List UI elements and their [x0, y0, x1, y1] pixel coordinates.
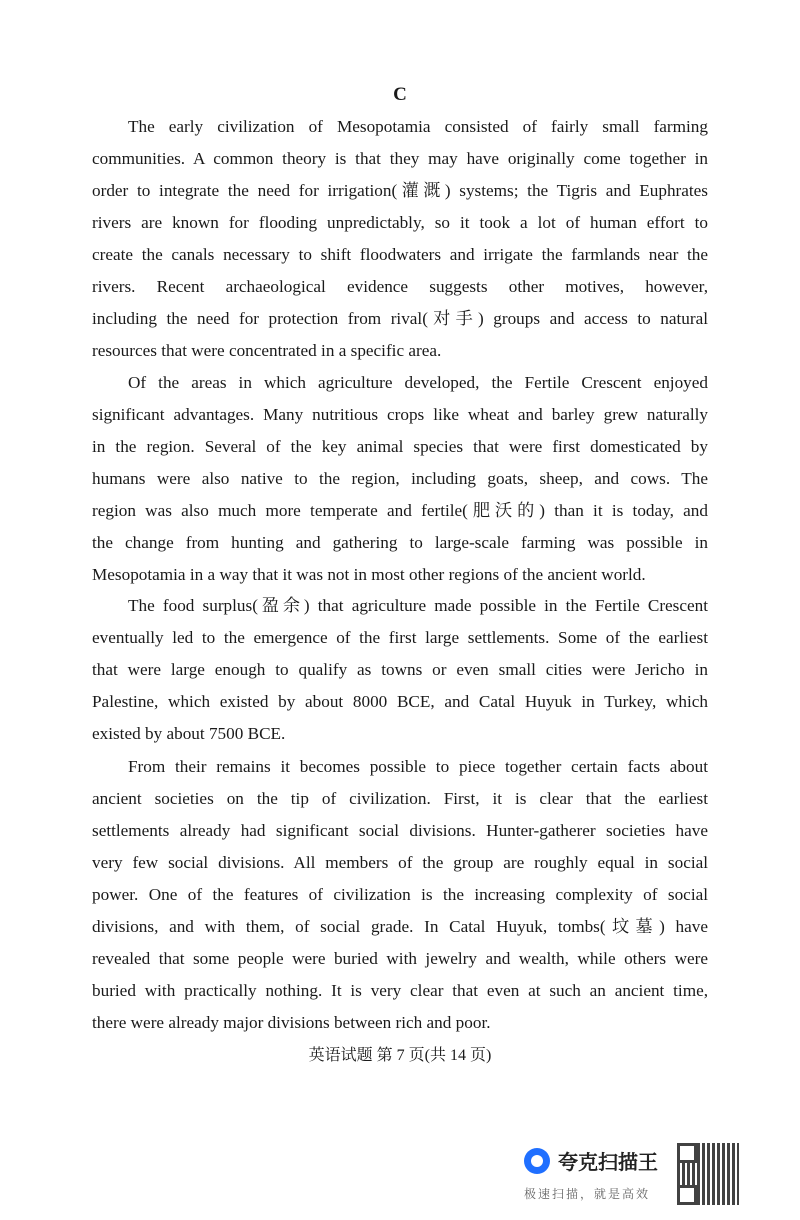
- text-line: revealed that some people were buried with jewelry and wealth, while others were: [92, 949, 708, 968]
- text-line: there were already major divisions between rich and poor.: [92, 1013, 491, 1032]
- watermark-slogan: 极速扫描，就是高效: [524, 1187, 651, 1201]
- qr-code-icon: [677, 1143, 739, 1205]
- text-line: very few social divisions. All members of the group are roughly equal in social: [92, 853, 708, 872]
- text-line: The food surplus(盈余) that agriculture made possible in the Fertile Crescent: [128, 596, 708, 615]
- text-line: power. One of the features of civilization is the increasing complexity of social: [92, 885, 708, 904]
- text-line: ancient societies on the tip of civilization. First, it is clear that the earliest: [92, 789, 708, 808]
- paragraph: [92, 751, 708, 1039]
- text-line: rivers. Recent archaeological evidence suggests other motives, however,: [92, 277, 708, 296]
- paragraph: [92, 590, 708, 750]
- text-line: that were large enough to qualify as towns or even small cities were Jericho in: [92, 660, 708, 679]
- text-line: Palestine, which existed by about 8000 BCE, and Catal Huyuk in Turkey, which: [92, 692, 708, 711]
- text-line: Of the areas in which agriculture developed, the Fertile Crescent enjoyed: [128, 373, 708, 392]
- text-line: in the region. Several of the key animal species that were first domesticated by: [92, 437, 708, 456]
- page-footer: 英语试题 第 7 页(共 14 页): [308, 1047, 492, 1064]
- text-line: communities. A common theory is that they may have originally come together in: [92, 149, 708, 168]
- text-line: existed by about 7500 BCE.: [92, 724, 286, 743]
- section-title: C: [393, 84, 407, 105]
- watermark-name: 夸克扫描王: [558, 1150, 658, 1174]
- text-line: The early civilization of Mesopotamia consisted of fairly small farming: [128, 117, 708, 136]
- text-line: region was also much more temperate and fertile(肥沃的) than it is today, and: [92, 501, 708, 520]
- text-line: order to integrate the need for irrigation(灌溉) systems; the Tigris and Euphrates: [92, 181, 708, 200]
- text-line: the change from hunting and gathering to large-scale farming was possible in: [92, 533, 708, 552]
- text-line: humans were also native to the region, including goats, sheep, and cows. The: [92, 469, 708, 488]
- scanner-watermark: [524, 1146, 684, 1202]
- text-line: Mesopotamia in a way that it was not in most other regions of the ancient world.: [92, 565, 646, 584]
- text-line: rivers are known for flooding unpredictably, so it took a lot of human effort to: [92, 213, 708, 232]
- quark-logo-icon: [524, 1148, 550, 1174]
- paragraph: [92, 111, 708, 367]
- paragraph: [92, 367, 708, 591]
- text-line: significant advantages. Many nutritious crops like wheat and barley grew naturally: [92, 405, 708, 424]
- text-line: including the need for protection from rival(对手) groups and access to natural: [92, 309, 708, 328]
- text-line: eventually led to the emergence of the first large settlements. Some of the earliest: [92, 628, 708, 647]
- text-line: settlements already had significant social divisions. Hunter-gatherer societies have: [92, 821, 708, 840]
- text-line: create the canals necessary to shift floodwaters and irrigate the farmlands near the: [92, 245, 708, 264]
- text-line: divisions, and with them, of social grade. In Catal Huyuk, tombs(坟墓) have: [92, 917, 708, 936]
- text-line: buried with practically nothing. It is very clear that even at such an ancient time,: [92, 981, 708, 1000]
- text-line: From their remains it becomes possible to piece together certain facts about: [128, 757, 708, 776]
- text-line: resources that were concentrated in a specific area.: [92, 341, 442, 360]
